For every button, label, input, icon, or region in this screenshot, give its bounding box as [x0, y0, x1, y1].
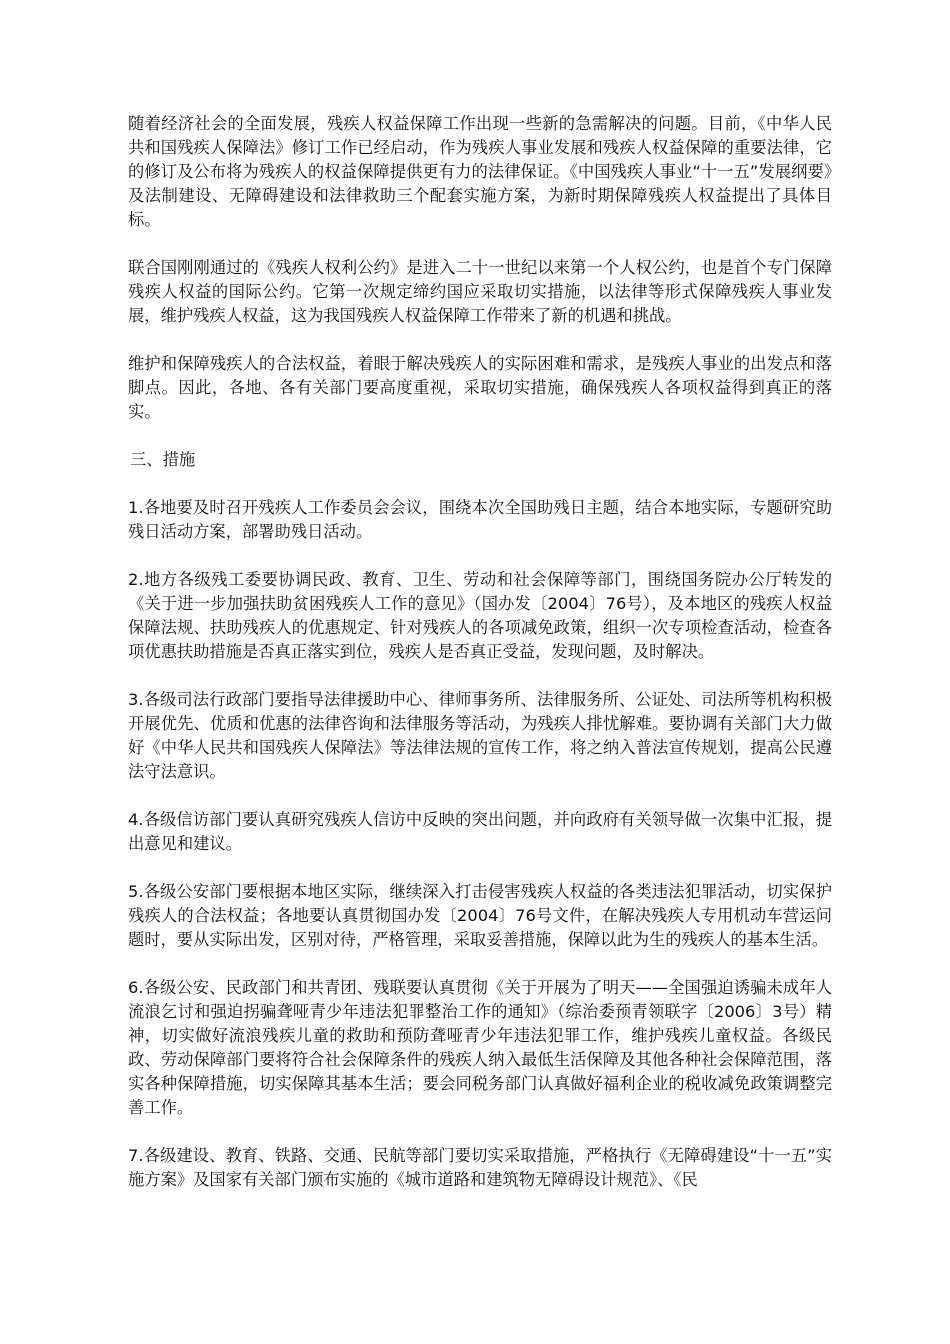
paragraph-rights-protection: 维护和保障残疾人的合法权益，着眼于解决残疾人的实际困难和需求，是残疾人事业的出发点和落脚点。因此，各地、各有关部门要高度重视，采取切实措施，确保残疾人各项权益得到真正的落实。 — [128, 354, 832, 421]
measure-item-4: 4.各级信访部门要认真研究残疾人信访中反映的突出问题，并向政府有关领导做一次集中汇报，提出意见和建议。 — [128, 810, 832, 853]
measure-item-7: 7.各级建设、教育、铁路、交通、民航等部门要切实采取措施，严格执行《无障碍建设“十一五”实施方案》及国家有关部门颁布实施的《城市道路和建筑物无障碍设计规范》、《民 — [128, 1146, 832, 1189]
document-body — [122, 112, 832, 1216]
section-heading-measures: 三、措施 — [130, 450, 196, 469]
measure-item-5: 5.各级公安部门要根据本地区实际，继续深入打击侵害残疾人权益的各类违法犯罪活动，切实保护残疾人的合法权益；各地要认真贯彻国办发〔2004〕76号文件，在解决残疾人专用机动车营运问题时，要从实际出发，区别对待，严格管理，采取妥善措施，保障以此为生的残疾人的基本生活。 — [128, 882, 832, 949]
measure-item-3: 3.各级司法行政部门要指导法律援助中心、律师事务所、法律服务所、公证处、司法所等机构积极开展优先、优质和优惠的法律咨询和法律服务等活动，为残疾人排忧解难。要协调有关部门大力做好《中华人民共和国残疾人保障法》等法律法规的宣传工作，将之纳入普法宣传规划，提高公民遵法守法意识。 — [128, 690, 832, 781]
measure-item-1: 1.各地要及时召开残疾人工作委员会会议，围绕本次全国助残日主题，结合本地实际，专题研究助残日活动方案，部署助残日活动。 — [128, 498, 832, 541]
paragraph-background: 随着经济社会的全面发展，残疾人权益保障工作出现一些新的急需解决的问题。目前，《中华人民共和国残疾人保障法》修订工作已经启动，作为残疾人事业发展和残疾人权益保障的重要法律，它的修订及公布将为残疾人的权益保障提供更有力的法律保证。《中国残疾人事业“十一五”发展纲要》及法制建设、无障碍建设和法律救助三个配套实施方案，为新时期保障残疾人权益提出了具体目标。 — [128, 114, 832, 229]
measure-item-2: 2.地方各级残工委要协调民政、教育、卫生、劳动和社会保障等部门，围绕国务院办公厅转发的《关于进一步加强扶助贫困残疾人工作的意见》（国办发〔2004〕76号），及本地区的残疾人权益保障法规、扶助残疾人的优惠规定、针对残疾人的各项减免政策，组织一次专项检查活动，检查各项优惠扶助措施是否真正落实到位，残疾人是否真正受益，发现问题，及时解决。 — [128, 570, 832, 661]
paragraph-un-convention: 联合国刚刚通过的《残疾人权利公约》是进入二十一世纪以来第一个人权公约，也是首个专门保障残疾人权益的国际公约。它第一次规定缔约国应采取切实措施，以法律等形式保障残疾人事业发展，维护残疾人权益，这为我国残疾人权益保障工作带来了新的机遇和挑战。 — [128, 258, 832, 325]
measure-item-6: 6.各级公安、民政部门和共青团、残联要认真贯彻《关于开展为了明天——全国强迫诱骗未成年人流浪乞讨和强迫拐骗聋哑青少年违法犯罪整治工作的通知》（综治委预青领联字〔2006〕3号）精神，切实做好流浪残疾儿童的救助和预防聋哑青少年违法犯罪工作，维护残疾儿童权益。各级民政、劳动保障部门要将符合社会保障条件的残疾人纳入最低生活保障及其他各种社会保障范围，落实各种保障措施，切实保障其基本生活；要会同税务部门认真做好福利企业的税收减免政策调整完善工作。 — [128, 978, 832, 1117]
